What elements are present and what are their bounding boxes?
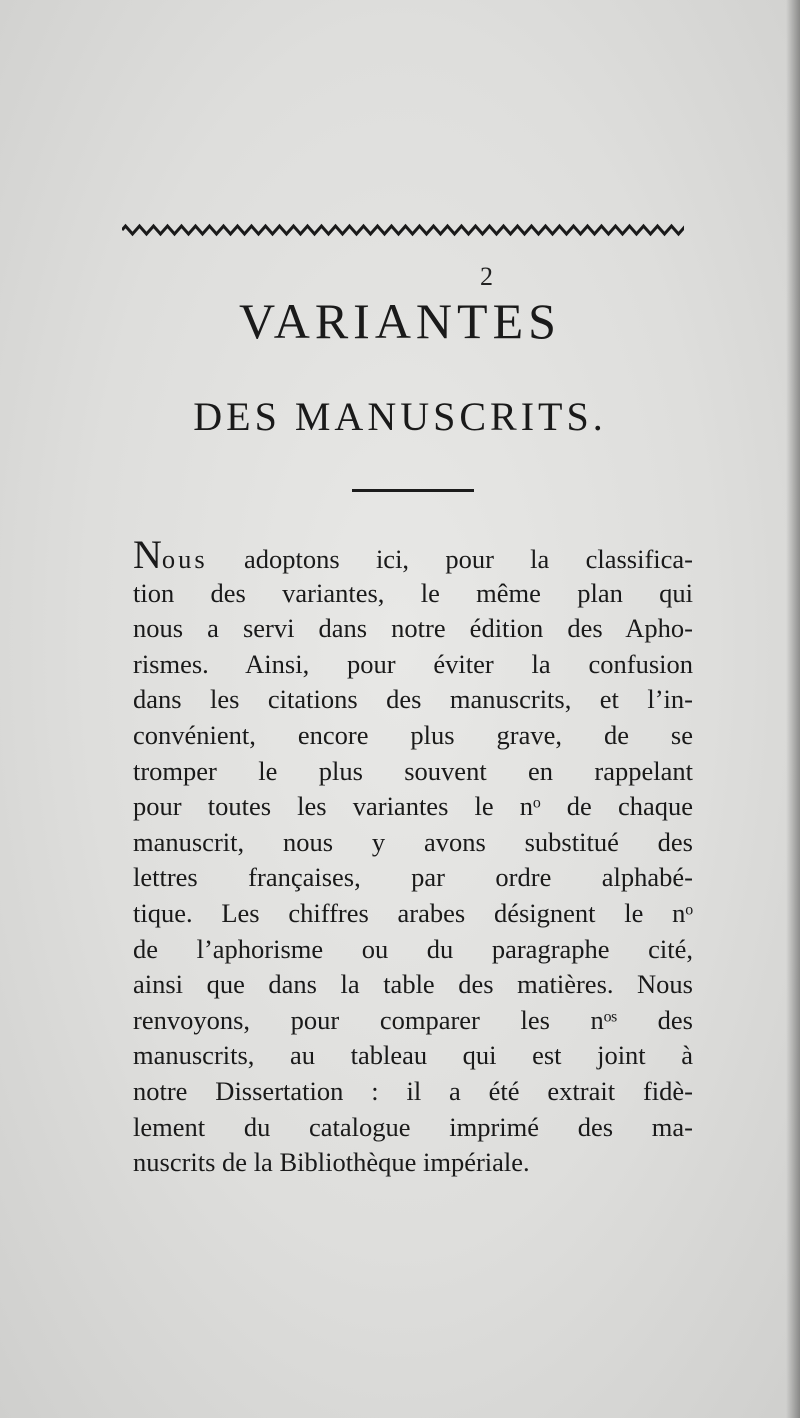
paragraph-line: tion des variantes, le même plan qui [133,577,693,608]
title-divider [352,489,474,492]
paragraph-line: pour toutes les variantes le nᵒ de chaque [133,791,693,822]
paragraph-line: ainsi que dans la table des matières. Nous [133,969,693,1000]
paragraph-line: lement du catalogue imprimé des ma- [133,1111,693,1142]
page-title: VARIANTES [239,293,561,349]
body-paragraph [133,532,693,1181]
drop-cap: N [133,532,162,577]
opening-word: ous [161,544,208,574]
ornamental-rule [122,223,684,237]
paragraph-line: dans les citations des manuscrits, et l’in- [133,684,693,715]
paragraph-line: nous a servi dans notre édition des Apho- [133,613,693,644]
paragraph-line: convénient, encore plus grave, de se [133,719,693,750]
paragraph-line [133,532,693,577]
paragraph-line: nuscrits de la Bibliothèque impériale. [133,1147,530,1178]
page-edge-shadow [786,0,800,1418]
line-text: adoptons ici, pour la classifica- [207,544,693,574]
paragraph-line: manuscrit, nous y avons substitué des [133,826,693,857]
paragraph-line: tromper le plus souvent en rappelant [133,755,693,786]
paragraph-line: de l’aphorisme ou du paragraphe cité, [133,933,693,964]
page-number: 2 [480,262,493,291]
paragraph-line: lettres françaises, par ordre alphabé- [133,862,693,893]
paragraph-line: tique. Les chiffres arabes désignent le nᵒ [133,897,693,928]
page-subtitle: DES MANUSCRITS. [193,394,607,439]
paragraph-line: notre Dissertation : il a été extrait fidè- [133,1075,693,1106]
paragraph-line: renvoyons, pour comparer les nᵒˢ des [133,1004,693,1035]
paragraph-line: rismes. Ainsi, pour éviter la confusion [133,648,693,679]
paragraph-line: manuscrits, au tableau qui est joint à [133,1040,693,1071]
